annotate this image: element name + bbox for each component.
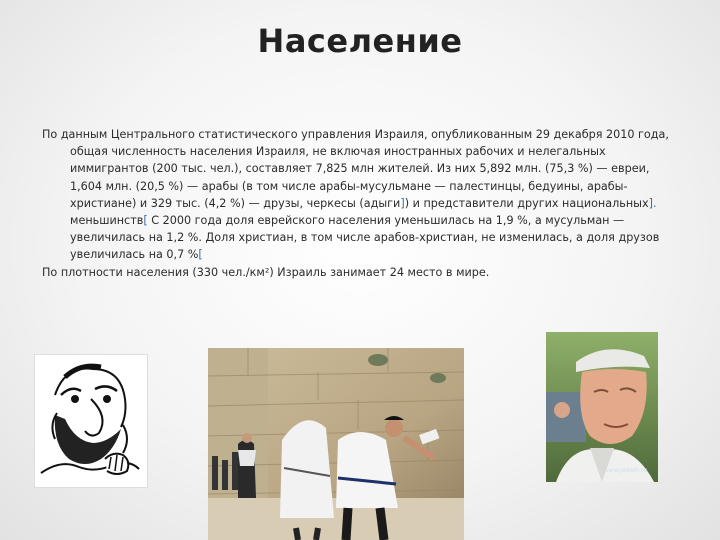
- paragraph-text-2: ) и представители других национальных: [404, 196, 649, 210]
- paragraph-text-4: С 2000 года доля еврейского населения уменьшилась на 1,9 %, а мусульман — увеличилась на 1,2 %. Доля христиан, в том числе арабов-христиан, не изменилась, а доля друзов увеличилась на 0,7 %: [70, 214, 660, 262]
- population-paragraph: [42, 126, 680, 264]
- footnote-link-1[interactable]: ]: [400, 196, 405, 210]
- caricature-image: [34, 354, 148, 488]
- paragraph-text-3: меньшинств: [70, 214, 144, 228]
- footnote-link-2[interactable]: ].: [648, 196, 657, 210]
- footnote-link-4[interactable]: [: [198, 248, 203, 262]
- photo-watermark: www.jewish.ru: [604, 467, 648, 474]
- western-wall-photo: [208, 348, 464, 540]
- paragraph-text-1: По данным Центрального статистического управления Израиля, опубликованным 29 декабря 2010 года, общая численность населения Израиля, не включая иностранных рабочих и нелегальных иммигрантов (200 тыс. чел.), составляет 7,825 млн жителей. Из них 5,892 млн. (75,3 %) — евреи, 1,604 млн. (20,5 %) — арабы (в том числе арабы-мусульмане — палестинцы, бедуины, арабы-христиане) и 329 тыс. (4,2 %) — друзы, черкесы (адыги: [42, 128, 669, 210]
- slide-title: Население: [257, 22, 463, 60]
- density-paragraph: По плотности населения (330 чел./км²) Израиль занимает 24 место в мире.: [42, 265, 490, 279]
- footnote-link-3[interactable]: [: [143, 214, 148, 228]
- slide-body: [42, 126, 680, 281]
- elderly-man-photo: [546, 332, 658, 482]
